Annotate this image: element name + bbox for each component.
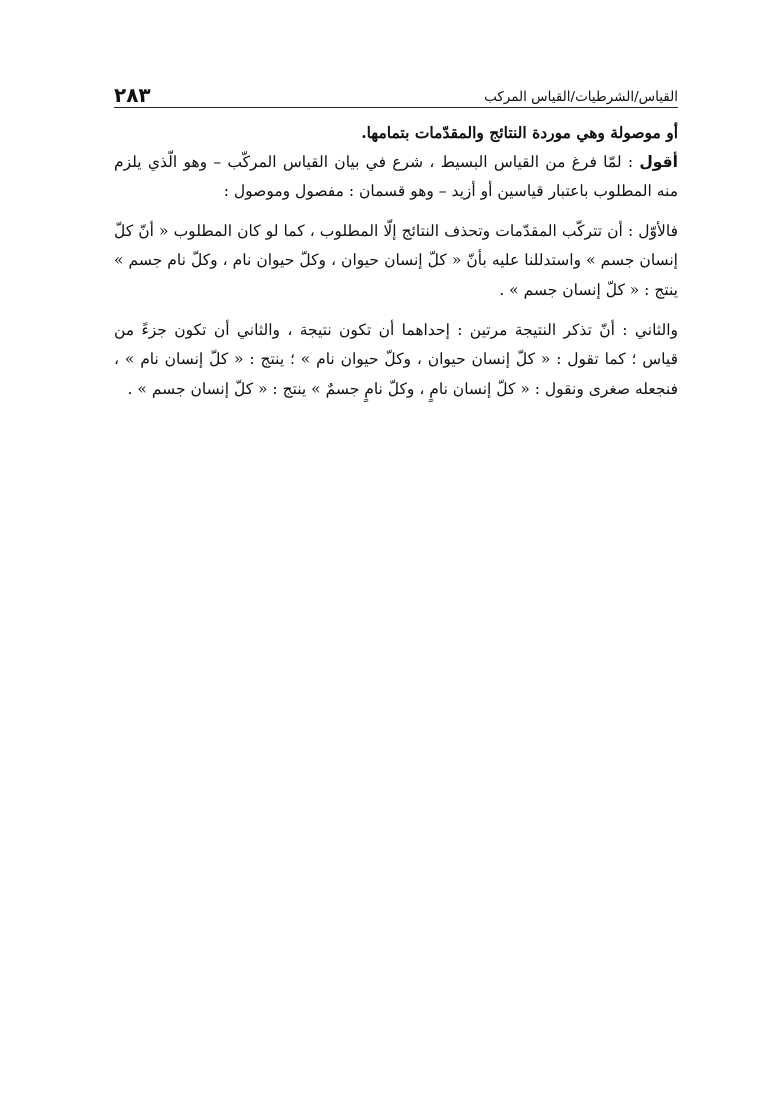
page-header	[114, 78, 678, 106]
heading-line: أو موصولة وهي موردة النتائج والمقدّمات بتمامها.	[361, 123, 678, 142]
commentary-keyword: أقول	[639, 152, 678, 171]
running-title: القياس/الشرطيات/القياس المركب	[484, 89, 678, 105]
paragraph-commentary	[114, 148, 678, 207]
page-number: ٢٨٣	[114, 83, 151, 107]
paragraph-first-type: فالأوّل : أن تتركّب المقدّمات وتحذف النتائج إلّا المطلوب ، كما لو كان المطلوب « أنّ كلّ إنسان جسم » واستدللنا عليه بأنّ « كلّ إنسان حيوان ، وكلّ حيوان نام ، وكلّ نام جسم » ينتج : « كلّ إنسان جسم » .	[114, 221, 678, 299]
paragraph-second-type: والثاني : أنّ تذكر النتيجة مرتين : إحداهما أن تكون نتيجة ، والثاني أن تكون جزءً من قياس ؛ كما تقول : « كلّ إنسان حيوان ، وكلّ حيوان نام » ؛ ينتج : « كلّ إنسان نام » ، فنجعله صغرى ونقول : « كلّ إنسان نامٍ ، وكلّ نامٍ جسمٌ » ينتج : « كلّ إنسان جسم » .	[114, 320, 678, 398]
paragraph-commentary-text: : لمّا فرغ من القياس البسيط ، شرع في بيان القياس المركّب – وهو الّذي يلزم منه المطلوب باعتبار قياسين أو أزيد – وهو قسمان : مفصول وموصول :	[114, 152, 678, 201]
body-text	[114, 118, 678, 404]
header-rule	[114, 107, 678, 108]
